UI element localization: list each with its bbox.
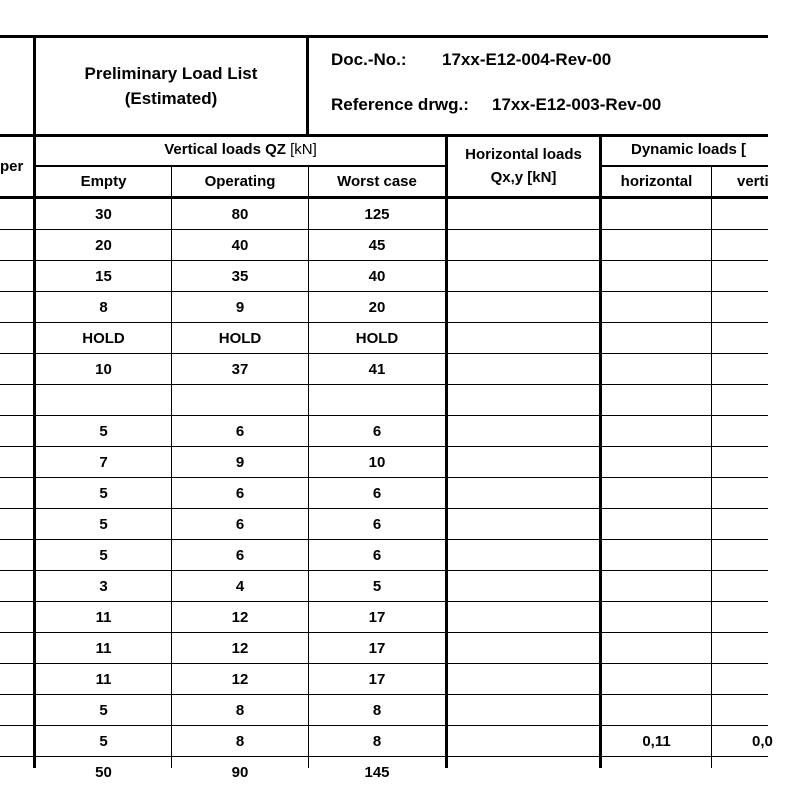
cell-empty: 7 bbox=[99, 454, 108, 471]
cell-empty: HOLD bbox=[82, 330, 125, 347]
cell-dyn-horizontal bbox=[602, 602, 711, 633]
cell-dyn-vertical bbox=[752, 571, 792, 602]
cell-dyn-vertical bbox=[752, 261, 792, 292]
cell-dyn-vertical bbox=[752, 199, 792, 230]
cell-empty: 5 bbox=[99, 423, 108, 440]
cell-worst: 8 bbox=[372, 702, 382, 719]
cell-dyn-horizontal bbox=[602, 447, 711, 478]
cell-worst: 6 bbox=[372, 423, 382, 440]
cell-operating: 9 bbox=[235, 454, 245, 471]
dynamic-group-underline bbox=[600, 165, 768, 167]
cell-worst bbox=[309, 385, 445, 416]
cell-dyn-vertical bbox=[752, 664, 792, 695]
dynamic-loads-header: Dynamic loads [ bbox=[631, 141, 747, 158]
cell-dyn-horizontal bbox=[602, 509, 711, 540]
cell-operating: 12 bbox=[231, 609, 249, 626]
cell-operating: 35 bbox=[231, 268, 249, 285]
vertical-loads-label: Vertical loads QZ bbox=[164, 141, 286, 158]
vertical-loads-unit: [kN] bbox=[290, 141, 317, 158]
cell-dyn-vertical bbox=[752, 416, 792, 447]
cell-worst: 40 bbox=[368, 268, 386, 285]
cell-operating: 6 bbox=[235, 423, 245, 440]
cell-worst: 145 bbox=[364, 764, 390, 781]
horizontal-loads-line-2: Qx,y [kN] bbox=[490, 169, 557, 186]
cell-empty: 5 bbox=[99, 485, 108, 502]
cell-empty: 11 bbox=[95, 640, 112, 657]
cell-empty: 5 bbox=[99, 547, 108, 564]
divider-title-doc bbox=[306, 35, 309, 137]
cell-empty: 30 bbox=[95, 206, 112, 223]
col-worst-header: Worst case bbox=[337, 173, 417, 190]
cell-dyn-horizontal bbox=[602, 664, 711, 695]
cell-dyn-vertical bbox=[752, 478, 792, 509]
cell-dyn-horizontal bbox=[602, 385, 711, 416]
left-partial-header: per bbox=[0, 158, 24, 175]
cell-operating: 12 bbox=[231, 671, 249, 688]
cell-empty: 11 bbox=[95, 671, 112, 688]
cell-dyn-horizontal bbox=[602, 292, 711, 323]
cell-worst: 10 bbox=[368, 454, 386, 471]
cell-dyn-horizontal bbox=[602, 230, 711, 261]
title-line-1: Preliminary Load List bbox=[84, 64, 258, 83]
cell-dyn-vertical bbox=[752, 695, 792, 726]
cell-dyn-vertical bbox=[752, 385, 792, 416]
cell-dyn-vertical bbox=[752, 509, 792, 540]
cell-worst: 17 bbox=[368, 640, 386, 657]
cell-operating: 37 bbox=[231, 361, 249, 378]
reference-label: Reference drwg.: bbox=[331, 95, 469, 114]
cell-worst: 17 bbox=[368, 671, 386, 688]
cell-dyn-vertical bbox=[752, 633, 792, 664]
cell-empty: 8 bbox=[99, 299, 108, 316]
cell-operating: 4 bbox=[235, 578, 245, 595]
doc-no-value: 17xx-E12-004-Rev-00 bbox=[442, 50, 612, 69]
cell-worst: 5 bbox=[372, 578, 382, 595]
cell-empty: 5 bbox=[99, 516, 108, 533]
header-bottom-border bbox=[0, 134, 768, 137]
cell-dyn-vertical bbox=[752, 447, 792, 478]
divider-dyn-h-v bbox=[711, 165, 712, 768]
cell-operating: 6 bbox=[235, 547, 245, 564]
cell-worst: 125 bbox=[364, 206, 390, 223]
cell-dyn-horizontal bbox=[602, 354, 711, 385]
col-empty-header: Empty bbox=[80, 173, 127, 190]
cell-empty: 5 bbox=[99, 733, 108, 750]
vertical-group-underline bbox=[33, 165, 445, 167]
cell-operating: 80 bbox=[231, 206, 249, 223]
cell-operating: 6 bbox=[235, 485, 245, 502]
cell-empty: 15 bbox=[95, 268, 112, 285]
cell-operating: 8 bbox=[235, 733, 245, 750]
cell-operating: 8 bbox=[235, 702, 245, 719]
cell-worst: HOLD bbox=[355, 330, 399, 347]
cell-empty: 11 bbox=[95, 609, 112, 626]
cell-worst: 45 bbox=[368, 237, 386, 254]
cell-dyn-horizontal bbox=[602, 571, 711, 602]
cell-worst: 6 bbox=[372, 485, 382, 502]
cell-dyn-vertical bbox=[752, 292, 792, 323]
cell-dyn-horizontal bbox=[602, 261, 711, 292]
cell-operating: 9 bbox=[235, 299, 245, 316]
col-dyn-vertical-header: verti bbox=[737, 173, 769, 190]
cell-dyn-horizontal bbox=[602, 695, 711, 726]
cell-dyn-vertical bbox=[752, 230, 792, 261]
cell-operating: 12 bbox=[231, 640, 249, 657]
title-line-2: (Estimated) bbox=[124, 89, 218, 108]
cell-empty bbox=[36, 385, 171, 416]
cell-dyn-horizontal bbox=[602, 633, 711, 664]
col-dyn-horizontal-header: horizontal bbox=[620, 173, 693, 190]
cell-dyn-horizontal bbox=[602, 478, 711, 509]
cell-dyn-vertical bbox=[752, 602, 792, 633]
horizontal-loads-line-1: Horizontal loads bbox=[465, 146, 582, 163]
cell-dyn-vertical bbox=[752, 354, 792, 385]
cell-empty: 5 bbox=[99, 702, 108, 719]
cell-dyn-horizontal: 0,11 bbox=[642, 733, 671, 750]
col-operating-header: Operating bbox=[204, 173, 276, 190]
cell-empty: 20 bbox=[95, 237, 112, 254]
cell-worst: 20 bbox=[368, 299, 386, 316]
cell-operating: 40 bbox=[231, 237, 249, 254]
document-title bbox=[36, 38, 306, 134]
cell-dyn-vertical bbox=[752, 323, 792, 354]
cell-dyn-vertical bbox=[752, 540, 792, 571]
cell-worst: 8 bbox=[372, 733, 382, 750]
doc-no-label: Doc.-No.: bbox=[331, 50, 407, 69]
cell-empty: 10 bbox=[95, 361, 112, 378]
cell-worst: 41 bbox=[368, 361, 386, 378]
divider-worst-horizontal bbox=[445, 137, 448, 768]
vertical-loads-header bbox=[36, 141, 445, 158]
cell-operating: 90 bbox=[231, 764, 249, 781]
cell-dyn-vertical: 0,0 bbox=[752, 733, 773, 750]
cell-dyn-horizontal bbox=[602, 540, 711, 571]
cell-worst: 6 bbox=[372, 547, 382, 564]
cell-worst: 17 bbox=[368, 609, 386, 626]
cell-dyn-horizontal bbox=[602, 323, 711, 354]
cell-dyn-vertical bbox=[752, 757, 792, 788]
cell-operating: HOLD bbox=[218, 330, 262, 347]
cell-operating bbox=[172, 385, 308, 416]
cell-operating: 6 bbox=[235, 516, 245, 533]
cell-dyn-horizontal bbox=[602, 416, 711, 447]
cell-dyn-horizontal bbox=[602, 199, 711, 230]
cell-dyn-horizontal bbox=[602, 757, 711, 788]
reference-value: 17xx-E12-003-Rev-00 bbox=[492, 95, 662, 114]
cell-worst: 6 bbox=[372, 516, 382, 533]
cell-empty: 3 bbox=[99, 578, 108, 595]
cell-empty: 50 bbox=[95, 764, 112, 781]
